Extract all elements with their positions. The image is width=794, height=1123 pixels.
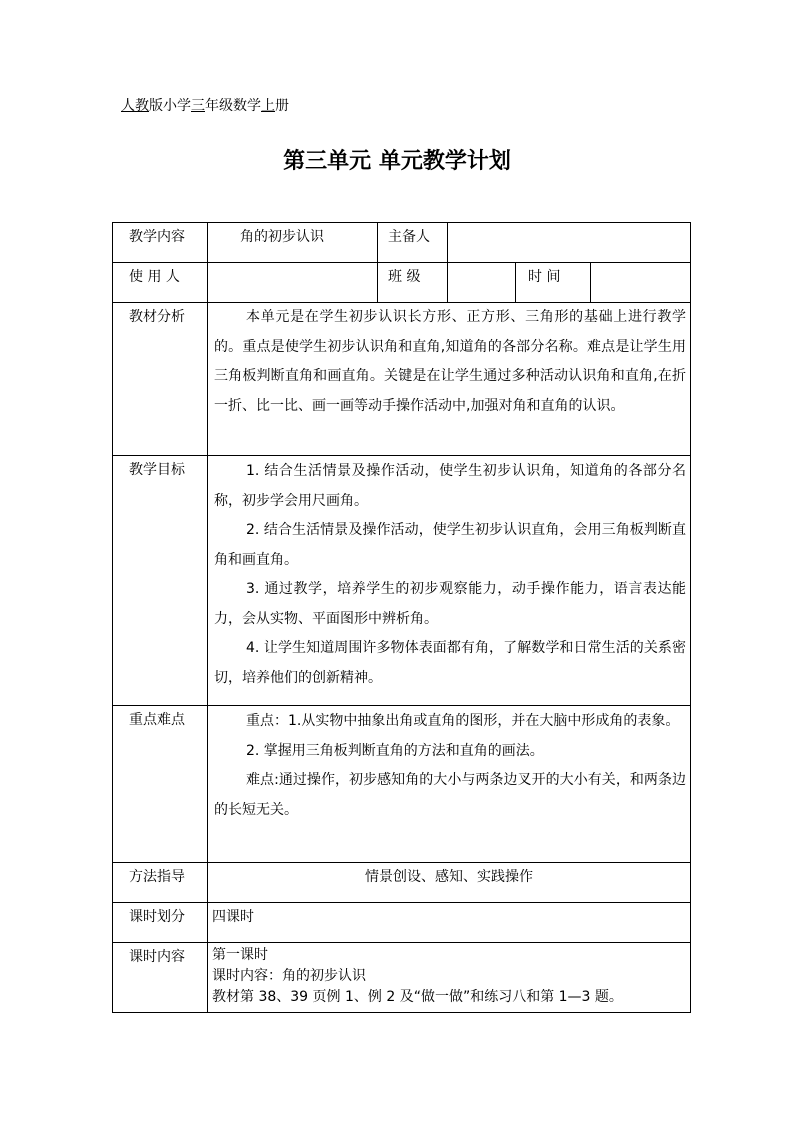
table-row — [113, 263, 691, 303]
lesson-content-cell — [208, 943, 691, 1013]
table-row — [113, 943, 691, 1013]
value-user — [208, 263, 378, 303]
label-class: 班 级 — [378, 263, 448, 303]
label-method-guidance: 方法指导 — [113, 863, 208, 903]
header-publisher: 人教 — [121, 98, 149, 114]
goal-item: 1. 结合生活情景及操作活动，使学生初步认识角，知道角的各部分名称，初步学会用尺画角。 — [214, 463, 687, 509]
value-teaching-content: 角的初步认识 — [208, 223, 378, 263]
table-row — [113, 706, 691, 863]
header-text-2: 年级数学 — [205, 98, 261, 114]
page-title: 第三单元 单元教学计划 — [283, 149, 511, 174]
goal-item: 4. 让学生知道周围许多物体表面都有角，了解数学和日常生活的关系密切，培养他们的创新精神。 — [214, 640, 687, 686]
label-lesson-division: 课时划分 — [113, 903, 208, 943]
label-material-analysis: 教材分析 — [113, 303, 208, 456]
label-time: 时 间 — [516, 263, 591, 303]
table-row — [113, 456, 691, 706]
value-class — [448, 263, 516, 303]
value-method-guidance: 情景创设、感知、实践操作 — [208, 863, 691, 903]
value-lesson-division: 四课时 — [208, 903, 691, 943]
document-header — [121, 95, 289, 115]
label-teaching-content: 教学内容 — [113, 223, 208, 263]
lesson-line: 课时内容：角的初步认识 — [212, 968, 366, 984]
key-point-item: 难点:通过操作，初步感知角的大小与两条边叉开的大小有关，和两条边的长短无关。 — [214, 772, 687, 818]
label-lesson-content: 课时内容 — [113, 943, 208, 1013]
teaching-goals-cell — [208, 456, 691, 706]
lesson-line: 第一课时 — [212, 947, 268, 963]
key-point-item: 2. 掌握用三角板判断直角的方法和直角的画法。 — [246, 742, 544, 759]
header-text-1: 版小学 — [149, 98, 191, 114]
table-row — [113, 863, 691, 903]
header-text-3: 册 — [275, 98, 289, 114]
table-row — [113, 303, 691, 456]
value-time — [591, 263, 691, 303]
label-lead-preparer: 主备人 — [378, 223, 448, 263]
material-analysis-cell — [208, 303, 691, 456]
goal-item: 2. 结合生活情景及操作活动，使学生初步认识直角，会用三角板判断直角和画直角。 — [214, 522, 687, 568]
lesson-line: 教材第 38、39 页例 1、例 2 及“做一做”和练习八和第 1—3 题。 — [212, 989, 623, 1005]
key-point-item: 重点：1.从实物中抽象出角或直角的图形，并在大脑中形成角的表象。 — [246, 713, 680, 729]
goal-item: 3. 通过教学，培养学生的初步观察能力，动手操作能力，语言表达能力，会从实物、平面图形中辨析角。 — [214, 581, 687, 627]
table-row — [113, 223, 691, 263]
value-lead-preparer — [448, 223, 691, 263]
material-analysis-text: 本单元是在学生初步认识长方形、正方形、三角形的基础上进行教学的。重点是使学生初步认识角和直角,知道角的各部分名称。难点是让学生用三角板判断直角和画直角。关键是在让学生通过多种活动认识角和直角,在折一折、比一比、画一画等动手操作活动中,加强对角和直角的认识。 — [214, 309, 687, 414]
header-volume: 上 — [261, 98, 275, 114]
label-teaching-goals: 教学目标 — [113, 456, 208, 706]
key-points-cell — [208, 706, 691, 863]
header-grade: 三 — [191, 98, 205, 114]
label-user: 使 用 人 — [113, 263, 208, 303]
plan-table — [112, 222, 691, 1013]
label-key-difficult-points: 重点难点 — [113, 706, 208, 863]
table-row — [113, 903, 691, 943]
